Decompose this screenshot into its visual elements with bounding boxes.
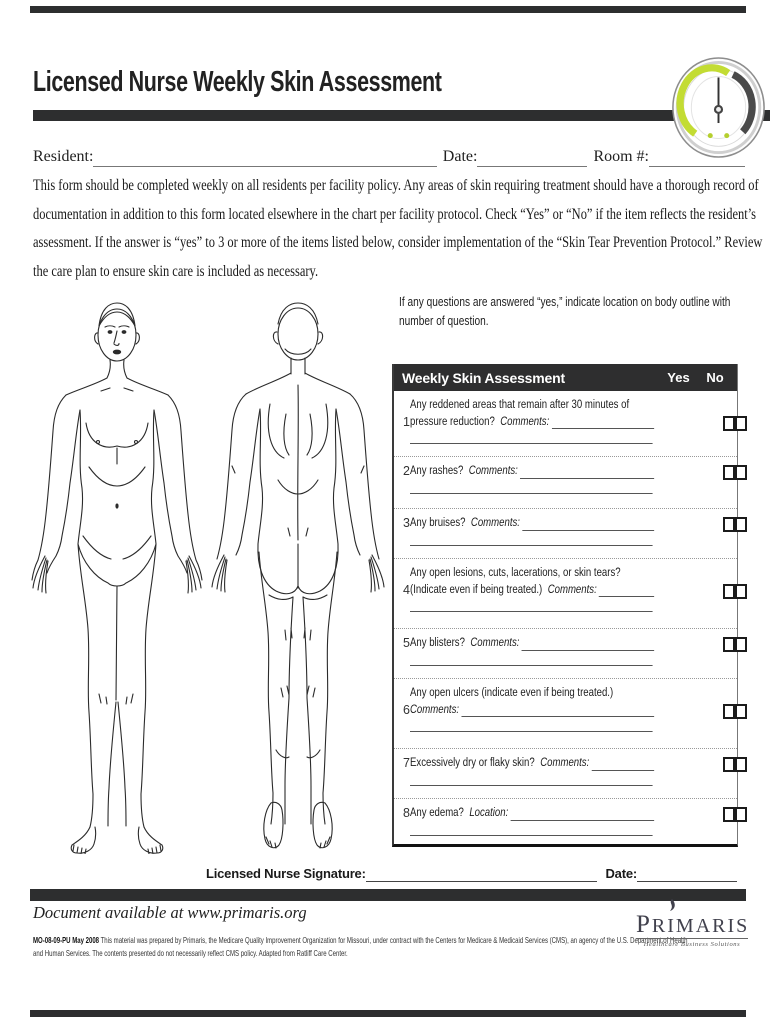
- body-outline-note: [399, 292, 742, 330]
- table-row: [394, 559, 737, 629]
- table-row: [394, 799, 737, 844]
- yes-checkbox[interactable]: [723, 465, 735, 480]
- location-blank[interactable]: [511, 808, 655, 821]
- question-text: pressure reduction?: [409, 413, 495, 428]
- question-cell: [410, 749, 723, 786]
- signature-row: [206, 866, 737, 882]
- instructions-line: the care plan to ensure skin care is included as necessary.: [33, 262, 319, 280]
- date-blank[interactable]: [477, 149, 587, 167]
- comments-blank[interactable]: [522, 518, 654, 531]
- comments-blank-line[interactable]: [410, 597, 653, 612]
- no-checkbox[interactable]: [735, 517, 747, 532]
- yes-checkbox[interactable]: [723, 584, 735, 599]
- question-number: 1: [403, 415, 410, 429]
- instructions-line: assessment. If the answer is “yes” to 3 or more of the items listed below, consider implementation of the “Skin Tear Prevention Protocol.” Review: [33, 234, 763, 251]
- comments-blank-line[interactable]: [410, 651, 653, 666]
- question-text: Any open ulcers (indicate even if being treated.): [409, 685, 614, 699]
- comments-blank[interactable]: [461, 704, 654, 717]
- comments-label: Comments:: [470, 515, 520, 529]
- question-number: 2: [403, 464, 410, 478]
- table-row: [394, 509, 737, 559]
- table-row: [394, 679, 737, 749]
- signature-date-label: Date:: [605, 866, 637, 881]
- no-checkbox[interactable]: [735, 465, 747, 480]
- no-checkbox[interactable]: [735, 416, 747, 431]
- comments-label: Comments:: [500, 413, 550, 428]
- question-cell: [410, 679, 723, 732]
- table-header: [394, 364, 737, 391]
- resident-blank[interactable]: [93, 149, 436, 167]
- question-number: 3: [403, 516, 410, 530]
- question-cell: [410, 799, 723, 836]
- fine-print-text: This material was prepared by Primaris, the Medicare Quality Improvement Organization for Missouri, under contract with the Centers for Medicare & Medicaid Services (CMS), an agency of the U.S. Department of Health: [100, 935, 688, 945]
- question-text: Excessively dry or flaky skin?: [409, 755, 535, 769]
- title-rule-bar: [33, 110, 770, 121]
- comments-label: Comments:: [540, 755, 590, 769]
- question-number: 5: [403, 636, 410, 650]
- instructions-line: This form should be completed weekly on all residents per facility policy. Any areas of skin requiring treatment should have a thorough record of: [33, 177, 759, 194]
- instructions-line: documentation in addition to this form located elsewhere in the chart per facility protocol. Check “Yes” or “No” if the item reflects the resident’s: [33, 205, 757, 223]
- yes-checkbox[interactable]: [723, 517, 735, 532]
- fine-print: [33, 934, 687, 960]
- fine-print-line: [33, 934, 687, 947]
- yes-checkbox[interactable]: [723, 704, 735, 719]
- question-text: Any rashes?: [409, 463, 464, 477]
- question-text: Any blisters?: [409, 635, 465, 649]
- yes-checkbox[interactable]: [723, 807, 735, 822]
- question-cell: [410, 391, 723, 444]
- question-number: 7: [403, 756, 410, 770]
- table-row: [394, 457, 737, 509]
- comments-blank-line[interactable]: [410, 717, 653, 732]
- page-title: Licensed Nurse Weekly Skin Assessment: [33, 66, 442, 98]
- location-blank-line[interactable]: [410, 821, 653, 836]
- question-text: Any edema?: [409, 805, 464, 819]
- question-cell: [410, 629, 723, 666]
- comments-label: Comments:: [547, 581, 597, 596]
- yes-checkbox[interactable]: [723, 757, 735, 772]
- comments-blank-line[interactable]: [410, 771, 653, 786]
- weekly-skin-assessment-table: [392, 364, 738, 847]
- note-line: number of question.: [399, 313, 489, 328]
- logo-tagline: Healthcare Business Solutions: [636, 938, 748, 948]
- no-checkbox[interactable]: [735, 704, 747, 719]
- table-row: [394, 749, 737, 799]
- no-checkbox[interactable]: [735, 757, 747, 772]
- no-checkbox[interactable]: [735, 584, 747, 599]
- no-column-header: No: [706, 370, 724, 385]
- comments-blank[interactable]: [522, 638, 654, 651]
- yes-column-header: Yes: [667, 370, 690, 385]
- question-text: Any open lesions, cuts, lacerations, or skin tears?: [409, 565, 621, 579]
- room-blank[interactable]: [649, 149, 745, 167]
- comments-blank[interactable]: [552, 416, 655, 429]
- question-number: 8: [403, 806, 410, 820]
- comments-blank[interactable]: [599, 584, 654, 597]
- logo-wordmark: PRIMARIS: [636, 911, 750, 938]
- yes-checkbox[interactable]: [723, 637, 735, 652]
- no-checkbox[interactable]: [735, 637, 747, 652]
- flame-icon: [666, 899, 678, 915]
- note-line: If any questions are answered “yes,” indicate location on body outline with: [399, 294, 731, 309]
- bottom-rule-bar: [30, 1010, 746, 1017]
- comments-label: Comments:: [470, 635, 520, 649]
- question-cell: [410, 559, 723, 612]
- top-rule-bar: [30, 6, 746, 13]
- question-number: 6: [403, 703, 410, 717]
- signature-date-blank[interactable]: [637, 866, 737, 882]
- document-available-text: Document available at www.primaris.org: [33, 903, 307, 922]
- table-title: Weekly Skin Assessment: [402, 369, 565, 386]
- comments-blank[interactable]: [520, 466, 654, 479]
- gauge-logo-icon: [670, 56, 767, 159]
- instructions-paragraph: [33, 172, 763, 286]
- signature-label: Licensed Nurse Signature:: [206, 866, 366, 881]
- comments-blank-line[interactable]: [410, 479, 653, 494]
- fine-print-line: and Human Services. The contents presented do not necessarily reflect CMS policy. Adapted from Ratliff Care Center.: [33, 948, 348, 958]
- comments-blank-line[interactable]: [410, 429, 653, 444]
- question-text: Any reddened areas that remain after 30 minutes of: [409, 397, 630, 411]
- room-label: Room #:: [593, 148, 649, 165]
- comments-label: Comments:: [468, 463, 518, 477]
- question-cell: [410, 457, 723, 494]
- body-back-figure: [206, 298, 390, 854]
- table-row: [394, 391, 737, 457]
- resident-date-room-row: [33, 148, 745, 167]
- question-text: Any bruises?: [409, 515, 466, 529]
- date-label: Date:: [442, 148, 478, 165]
- location-label: Location:: [469, 805, 509, 819]
- signature-blank[interactable]: [366, 866, 598, 882]
- comments-blank[interactable]: [592, 758, 655, 771]
- comments-blank-line[interactable]: [410, 531, 653, 546]
- no-checkbox[interactable]: [735, 807, 747, 822]
- question-number: 4: [403, 583, 410, 597]
- body-front-figure: [31, 298, 203, 854]
- form-code: MO-08-09-PU May 2008: [33, 935, 100, 945]
- table-row: [394, 629, 737, 679]
- question-text: (Indicate even if being treated.): [409, 581, 543, 596]
- question-cell: [410, 509, 723, 546]
- yes-checkbox[interactable]: [723, 416, 735, 431]
- comments-label: Comments:: [409, 701, 459, 716]
- resident-label: Resident:: [33, 148, 94, 165]
- primaris-logo: [636, 899, 748, 948]
